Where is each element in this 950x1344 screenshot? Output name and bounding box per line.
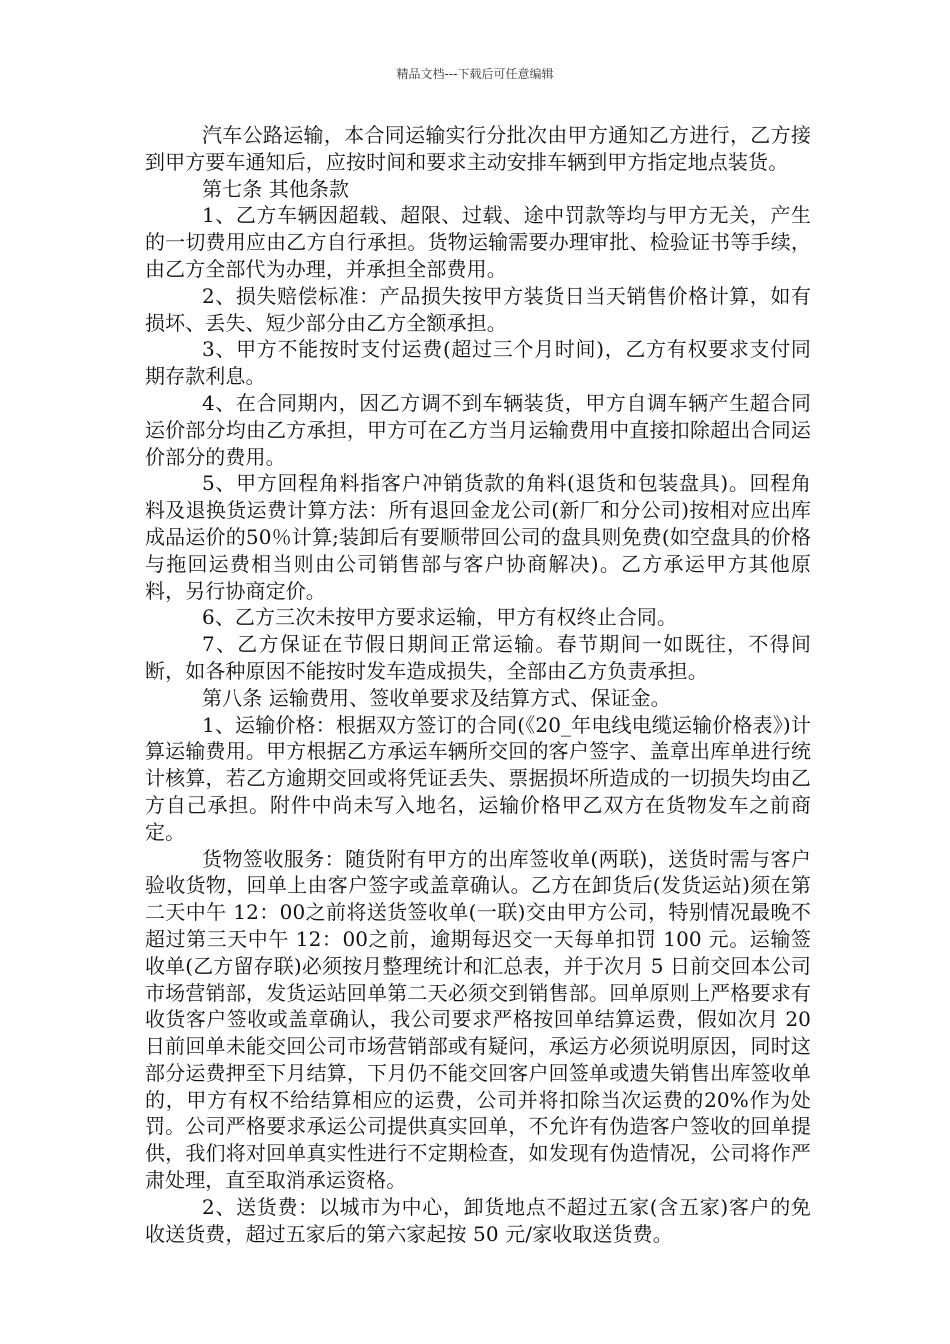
paragraph-clause-7-2: 2、损失赔偿标准：产品损失按甲方装货日当天销售价格计算，如有损坏、丢失、短少部分由乙方全额承担。: [145, 283, 811, 335]
paragraph-transport-method: 汽车公路运输，本合同运输实行分批次由甲方通知乙方进行，乙方接到甲方要车通知后，应按时间和要求主动安排车辆到甲方指定地点装货。: [145, 123, 811, 174]
heading-article-8: 第八条 运输费用、签收单要求及结算方式、保证金。: [202, 685, 671, 710]
paragraph-clause-8-2: 2、送货费：以城市为中心，卸货地点不超过五家(含五家)客户的免收送货费，超过五家后的第六家起按 50 元/家收取送货费。: [145, 1194, 811, 1246]
page-header: 精品文档---下载后可任意编辑: [396, 67, 554, 81]
paragraph-clause-7-7: 7、乙方保证在节假日期间正常运输。春节期间一如既往，不得间断，如各种原因不能按时发车造成损失，全部由乙方负责承担。: [145, 632, 811, 683]
paragraph-goods-signing-service: 货物签收服务：随货附有甲方的出库签收单(两联)，送货时需与客户验收货物，回单上由客户签字或盖章确认。乙方在卸货后(发货运站)须在第二天中午 12：00之前将送货签收单(一联)交由甲方公司，特别情况最晚不超过第三天中午 12：00之前，逾期每迟交一天每单扣罚 100 元。运输签收单(乙方留存联)必须按月整理统计和汇总表，并于次月 5 日前交回本公司市场营销部，发货运站回单第二天必须交到销售部。回单原则上严格要求有收货客户签收或盖章确认，我公司要求严格按回单结算运费，假如次月 20 日前回单未能交回公司市场营销部或有疑问，承运方必须说明原因，同时这部分运费押至下月结算，下月仍不能交回客户回签单或遗失销售出库签收单的，甲方有权不给结算相应的运费，公司并将扣除当次运费的20%作为处罚。公司严格要求承运公司提供真实回单，不允许有伪造客户签收的回单提供，我们将对回单真实性进行不定期检查，如发现有伪造情况，公司将作严肃处理，直至取消承运资格。: [145, 846, 812, 1193]
paragraph-clause-7-1: 1、乙方车辆因超载、超限、过载、途中罚款等均与甲方无关，产生的一切费用应由乙方自行承担。货物运输需要办理审批、检验证书等手续，由乙方全部代为办理，并承担全部费用。: [145, 203, 811, 281]
paragraph-clause-7-3: 3、甲方不能按时支付运费(超过三个月时间)，乙方有权要求支付同期存款利息。: [145, 337, 811, 389]
paragraph-clause-8-1: 1、运输价格：根据双方签订的合同(《20_年电线电缆运输价格表》)计算运输费用。甲方根据乙方承运车辆所交回的客户签字、盖章出库单进行统计核算，若乙方逾期交回或将凭证丢失、票据损坏所造成的一切损失均由乙方自己承担。附件中尚未写入地名，运输价格甲乙双方在货物发车之前商定。: [145, 712, 811, 844]
paragraph-clause-7-6: 6、乙方三次未按甲方要求运输，甲方有权终止合同。: [202, 605, 678, 630]
paragraph-clause-7-4: 4、在合同期内，因乙方调不到车辆装货，甲方自调车辆产生超合同运价部分均由乙方承担，甲方可在乙方当月运输费用中直接扣除超出合同运价部分的费用。: [145, 390, 811, 469]
document-body: [145, 122, 811, 1247]
heading-article-7: 第七条 其他条款: [202, 176, 350, 201]
paragraph-clause-7-5: 5、甲方回程角料指客户冲销货款的角料(退货和包装盘具)。回程角料及退换货运费计算方法：所有退回金龙公司(新厂和分公司)按相对应出库成品运价的50％计算;装卸后有要顺带回公司的盘具则免费(如空盘具的价格与拖回运费相当则由公司销售部与客户协商解决)。乙方承运甲方其他原料，另行协商定价。: [145, 471, 811, 603]
